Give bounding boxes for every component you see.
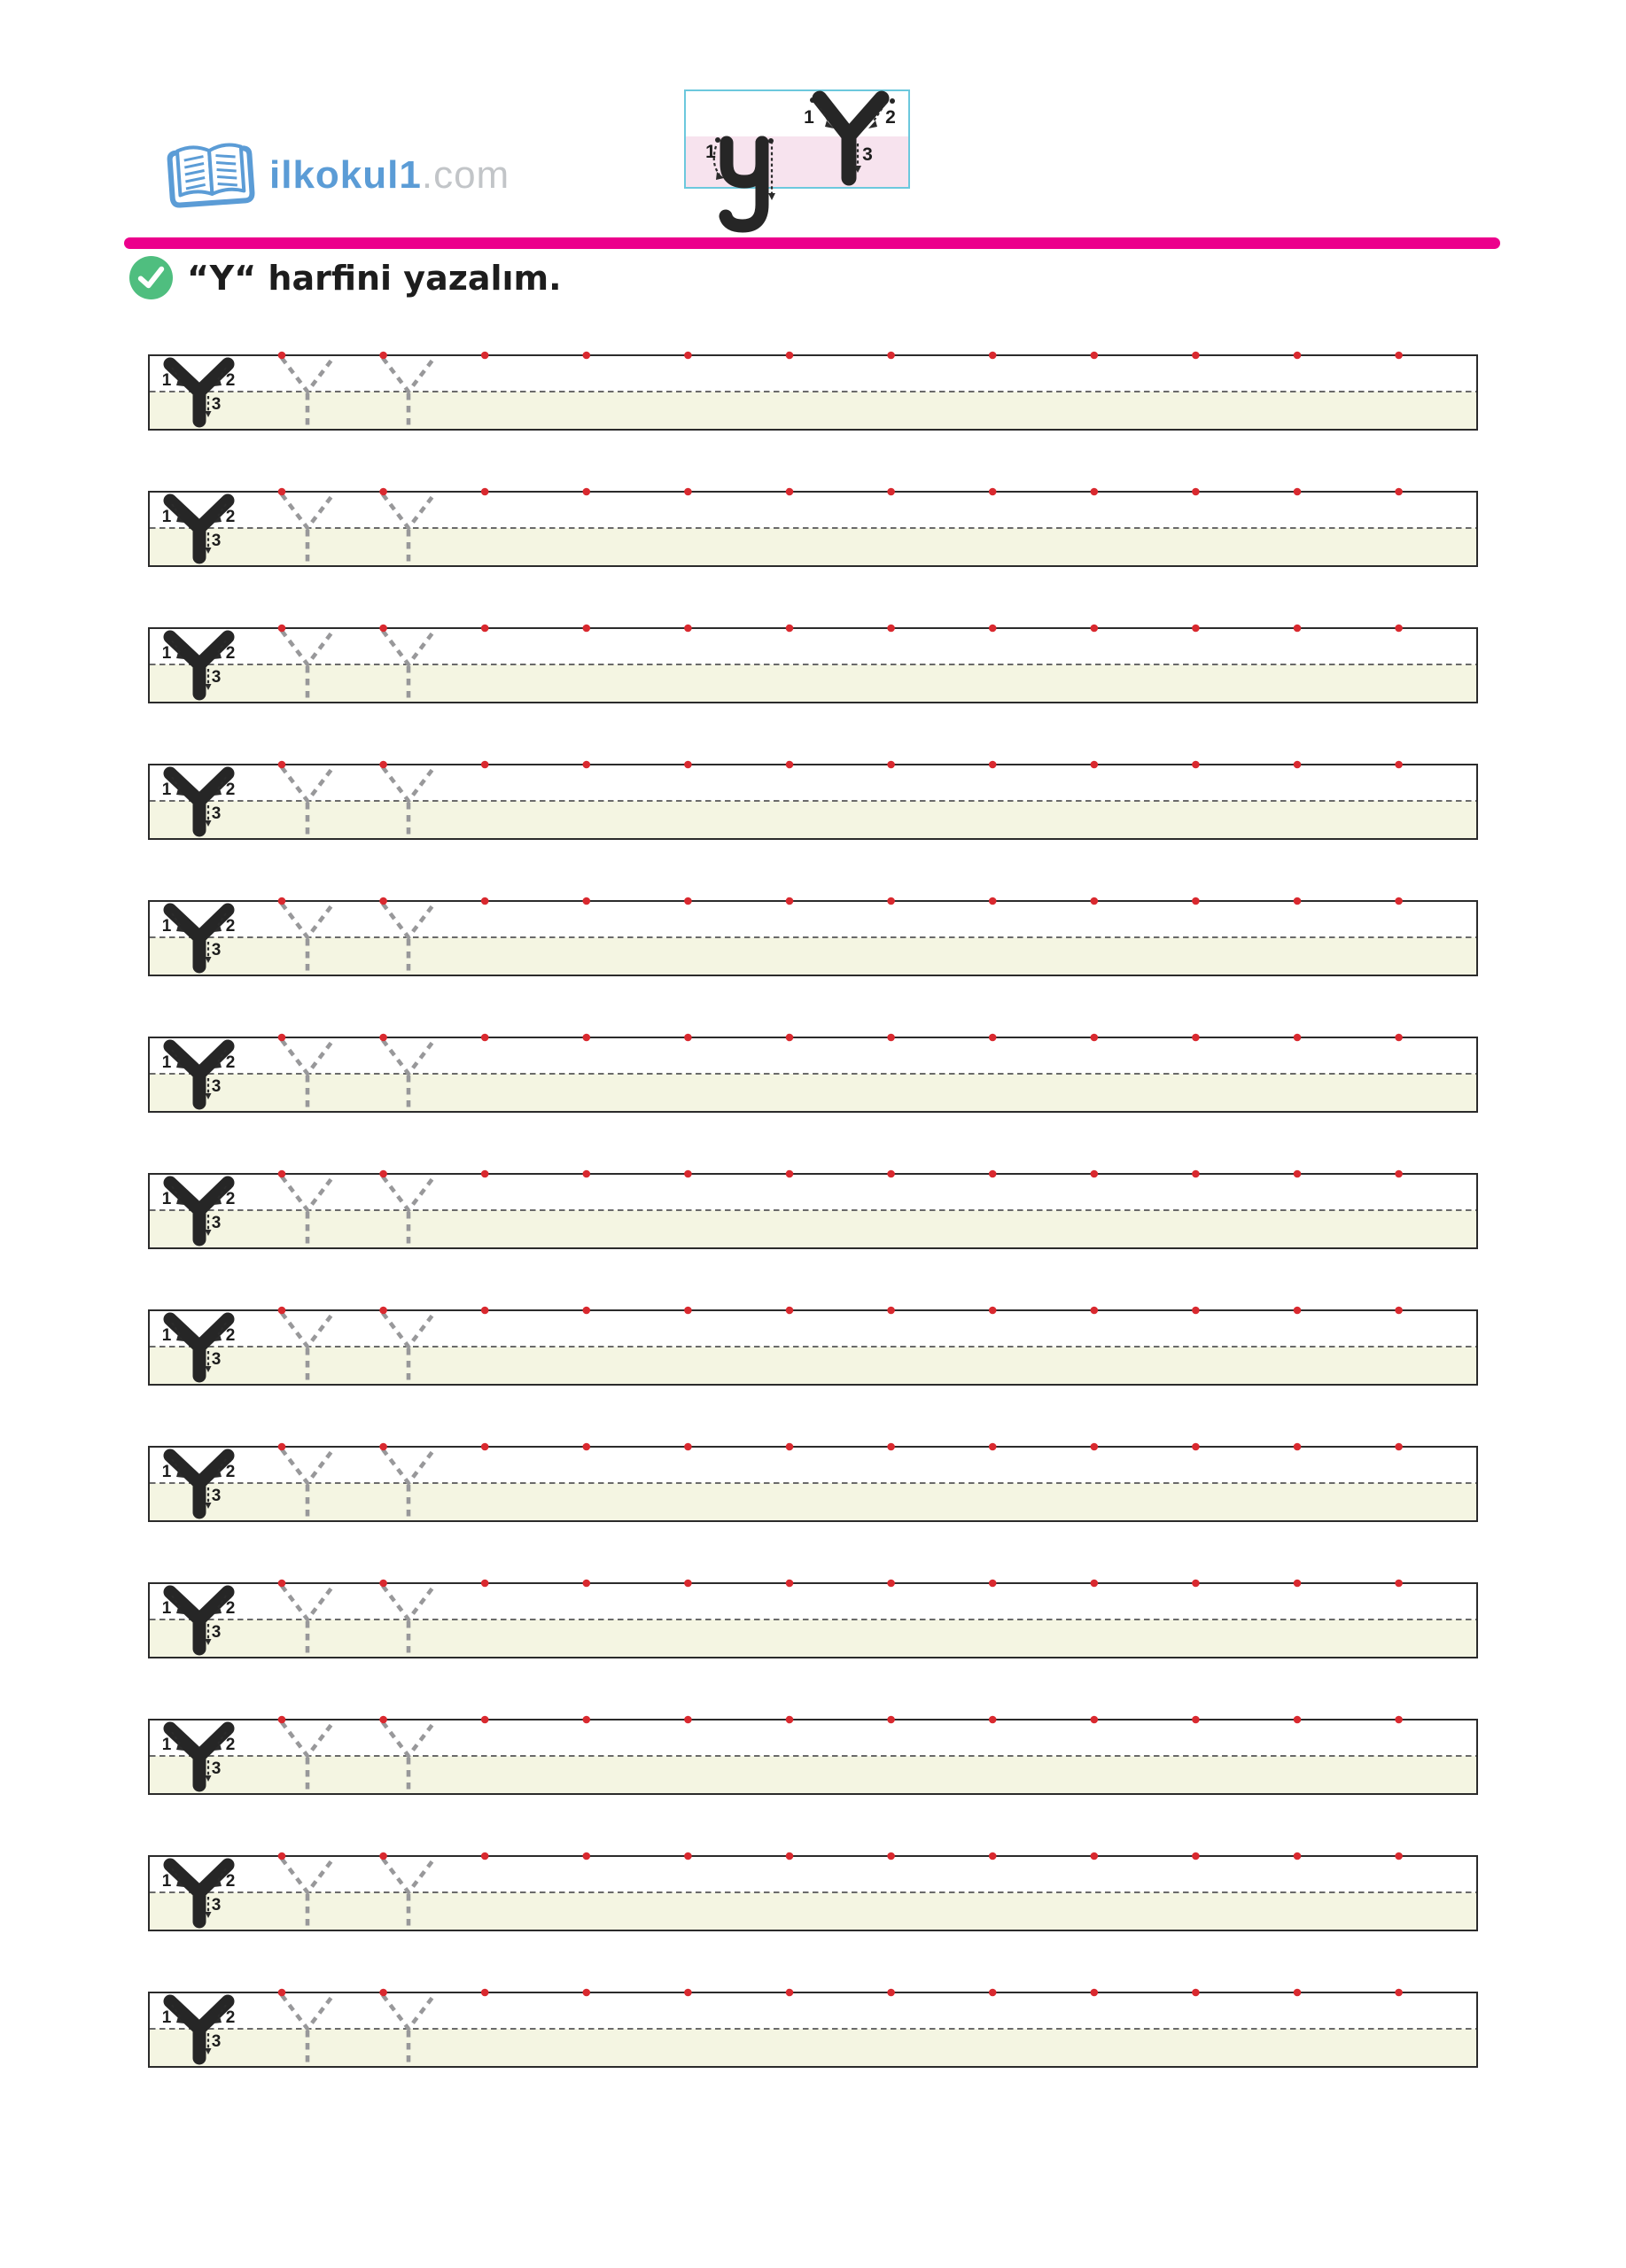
start-dots xyxy=(278,761,1403,769)
start-dot xyxy=(1395,1989,1403,1997)
start-dot xyxy=(481,897,489,905)
start-dot xyxy=(786,761,794,769)
start-dot xyxy=(1192,1170,1200,1178)
start-dot xyxy=(1395,625,1403,633)
start-dot xyxy=(1192,897,1200,905)
trace-letter xyxy=(383,1995,434,2029)
start-dot xyxy=(1091,897,1099,905)
trace-letter xyxy=(282,494,333,528)
start-dot xyxy=(1091,1443,1099,1451)
trace-letter xyxy=(282,1313,333,1347)
start-dot xyxy=(989,897,997,905)
trace-letter xyxy=(282,1040,333,1074)
start-dot xyxy=(1395,1307,1403,1315)
start-dot xyxy=(379,1443,387,1451)
writing-zone xyxy=(150,1619,1476,1657)
stroke-number: 2 xyxy=(225,1190,236,1208)
start-dot xyxy=(278,352,286,360)
stroke-number: 3 xyxy=(211,532,222,550)
start-dot xyxy=(887,1170,895,1178)
start-dot xyxy=(1395,1580,1403,1588)
start-dot xyxy=(684,1989,692,1997)
start-dot xyxy=(1192,1716,1200,1724)
start-dot xyxy=(379,1170,387,1178)
stroke-number: 1 xyxy=(161,1326,172,1345)
start-dot xyxy=(684,761,692,769)
start-dot xyxy=(583,1034,591,1042)
writing-zone xyxy=(150,528,1476,565)
start-dot xyxy=(1192,1307,1200,1315)
start-dot xyxy=(989,1852,997,1860)
start-dot xyxy=(887,761,895,769)
start-dot xyxy=(786,1307,794,1315)
start-dots xyxy=(278,1034,1403,1042)
trace-letter xyxy=(383,1722,434,1756)
start-dot xyxy=(887,1307,895,1315)
start-dot xyxy=(583,761,591,769)
trace-letter xyxy=(383,1177,434,1210)
practice-row-canvas xyxy=(150,629,1476,702)
start-dot xyxy=(583,1716,591,1724)
start-dot xyxy=(1192,1034,1200,1042)
trace-letter xyxy=(282,1449,333,1483)
start-dots xyxy=(278,897,1403,905)
start-dot xyxy=(583,897,591,905)
stroke-number: 2 xyxy=(225,1053,236,1072)
start-dot xyxy=(989,1716,997,1724)
start-dot xyxy=(583,1307,591,1315)
start-dot xyxy=(481,1989,489,1997)
start-dot xyxy=(786,1443,794,1451)
practice-row-canvas xyxy=(150,1175,1476,1247)
stroke-number: 2 xyxy=(225,644,236,663)
start-dot xyxy=(786,1170,794,1178)
start-dot xyxy=(786,1989,794,1997)
stroke-number: 1 xyxy=(161,1872,172,1891)
start-dot xyxy=(278,1580,286,1588)
practice-row-canvas xyxy=(150,1993,1476,2066)
start-dot xyxy=(1395,761,1403,769)
trace-letter xyxy=(282,1995,333,2029)
start-dot xyxy=(379,897,387,905)
stroke-number: 1 xyxy=(161,644,172,663)
stroke-number: 1 xyxy=(161,1599,172,1618)
start-dot xyxy=(583,1989,591,1997)
start-dot xyxy=(481,352,489,360)
start-dot xyxy=(1091,488,1099,496)
uppercase-letter-glyph xyxy=(804,97,896,178)
start-dots xyxy=(278,1307,1403,1315)
stroke-number: 3 xyxy=(211,1350,222,1369)
start-dot xyxy=(1294,761,1302,769)
start-dot xyxy=(989,625,997,633)
divider-bar xyxy=(124,237,1500,249)
start-dots xyxy=(278,1716,1403,1724)
start-dot xyxy=(887,1443,895,1451)
practice-row xyxy=(148,1582,1478,1658)
start-dot xyxy=(786,352,794,360)
start-dot xyxy=(989,1307,997,1315)
stroke-number: 1 xyxy=(161,2008,172,2027)
practice-row-canvas xyxy=(150,902,1476,975)
start-dot xyxy=(1091,352,1099,360)
start-dot xyxy=(786,1034,794,1042)
start-dot xyxy=(278,1716,286,1724)
stroke-number: 2 xyxy=(225,917,236,936)
start-dot xyxy=(1395,1852,1403,1860)
stroke-number: 2 xyxy=(225,371,236,390)
trace-letter xyxy=(383,1313,434,1347)
start-dot xyxy=(278,1307,286,1315)
start-dot xyxy=(278,897,286,905)
start-dot xyxy=(1294,1034,1302,1042)
writing-zone xyxy=(150,392,1476,429)
start-dot xyxy=(481,1307,489,1315)
start-dot xyxy=(684,352,692,360)
start-dots xyxy=(278,1443,1403,1451)
trace-letter xyxy=(282,1586,333,1619)
start-dot xyxy=(786,1852,794,1860)
site-tld: .com xyxy=(421,153,510,197)
trace-letter xyxy=(282,904,333,937)
start-dots xyxy=(278,625,1403,633)
start-dot xyxy=(989,1170,997,1178)
start-dot xyxy=(1294,897,1302,905)
trace-letter xyxy=(383,494,434,528)
start-dot xyxy=(1091,1716,1099,1724)
writing-zone xyxy=(150,1074,1476,1111)
start-dot xyxy=(379,1580,387,1588)
site-logo xyxy=(165,140,510,211)
start-dots xyxy=(278,352,1403,360)
start-dot xyxy=(989,1034,997,1042)
practice-row xyxy=(148,1855,1478,1931)
start-dot xyxy=(481,761,489,769)
start-dot xyxy=(583,1852,591,1860)
trace-letter xyxy=(282,631,333,664)
stroke-number: 3 xyxy=(211,1214,222,1232)
practice-row xyxy=(148,1037,1478,1113)
stroke-number: 3 xyxy=(211,1896,222,1915)
start-dot xyxy=(583,488,591,496)
start-dot xyxy=(1091,1852,1099,1860)
trace-letter xyxy=(383,358,434,392)
start-dot xyxy=(583,1170,591,1178)
writing-zone xyxy=(150,664,1476,702)
stroke-number: 2 xyxy=(225,1736,236,1754)
start-dot xyxy=(887,1716,895,1724)
start-dot xyxy=(379,1716,387,1724)
practice-row xyxy=(148,1173,1478,1249)
start-dot xyxy=(989,1989,997,1997)
start-dot xyxy=(887,1852,895,1860)
start-dot xyxy=(684,1307,692,1315)
start-dot xyxy=(684,1852,692,1860)
start-dot xyxy=(481,1034,489,1042)
trace-letter xyxy=(282,1859,333,1892)
start-dot xyxy=(481,1170,489,1178)
stroke-number: 1 xyxy=(705,142,716,162)
practice-row-canvas xyxy=(150,356,1476,429)
instruction-text: “Y“ harfini yazalım. xyxy=(187,258,562,298)
start-dot xyxy=(1294,352,1302,360)
start-dot xyxy=(1192,352,1200,360)
trace-letter xyxy=(282,1177,333,1210)
start-dot xyxy=(887,488,895,496)
start-dot xyxy=(786,1580,794,1588)
start-dot xyxy=(1192,625,1200,633)
stroke-number: 3 xyxy=(211,941,222,959)
start-dot xyxy=(1294,488,1302,496)
start-dot xyxy=(278,625,286,633)
trace-letter xyxy=(282,1722,333,1756)
start-dot xyxy=(278,1034,286,1042)
practice-row xyxy=(148,491,1478,567)
practice-row-canvas xyxy=(150,493,1476,565)
letter-preview-box xyxy=(684,89,910,189)
start-dot xyxy=(583,1443,591,1451)
start-dot xyxy=(1091,1170,1099,1178)
start-dot xyxy=(887,1989,895,1997)
start-dot xyxy=(887,1580,895,1588)
start-dot xyxy=(1192,1852,1200,1860)
practice-row-canvas xyxy=(150,1038,1476,1111)
start-dot xyxy=(1395,1170,1403,1178)
start-dot xyxy=(989,1443,997,1451)
start-dot xyxy=(887,897,895,905)
start-dot xyxy=(481,625,489,633)
writing-zone xyxy=(150,1483,1476,1520)
stroke-number: 3 xyxy=(211,395,222,414)
start-dot xyxy=(1294,1989,1302,1997)
practice-row xyxy=(148,627,1478,703)
start-dot xyxy=(379,1034,387,1042)
start-dot xyxy=(583,352,591,360)
stroke-number: 1 xyxy=(161,1736,172,1754)
start-dot xyxy=(684,897,692,905)
start-dot xyxy=(1395,352,1403,360)
start-dot xyxy=(278,1443,286,1451)
stroke-number: 3 xyxy=(211,1759,222,1778)
start-dot xyxy=(786,488,794,496)
start-dot xyxy=(684,1170,692,1178)
practice-row xyxy=(148,1309,1478,1386)
start-dot xyxy=(379,352,387,360)
start-dot xyxy=(989,352,997,360)
stroke-number: 3 xyxy=(211,1623,222,1642)
start-dot xyxy=(887,352,895,360)
stroke-number: 2 xyxy=(225,1326,236,1345)
start-dot xyxy=(481,1852,489,1860)
practice-row-canvas xyxy=(150,765,1476,838)
stroke-number: 2 xyxy=(885,107,896,128)
start-dot xyxy=(684,1580,692,1588)
stroke-number: 1 xyxy=(161,1053,172,1072)
writing-zone xyxy=(150,801,1476,838)
start-dot xyxy=(379,761,387,769)
start-dot xyxy=(1294,1716,1302,1724)
start-dot xyxy=(1395,488,1403,496)
start-dot xyxy=(1395,897,1403,905)
stroke-number: 3 xyxy=(211,1077,222,1096)
writing-zone xyxy=(150,937,1476,975)
start-dot xyxy=(1294,1852,1302,1860)
start-dots xyxy=(278,1989,1403,1997)
trace-letter xyxy=(383,1040,434,1074)
start-dot xyxy=(278,1989,286,1997)
start-dot xyxy=(887,1034,895,1042)
start-dot xyxy=(481,1580,489,1588)
start-dot xyxy=(278,488,286,496)
start-dot xyxy=(379,1307,387,1315)
start-dot xyxy=(786,625,794,633)
instruction-line xyxy=(129,256,562,299)
lowercase-letter-glyph xyxy=(705,137,775,226)
start-dots xyxy=(278,1170,1403,1178)
start-dot xyxy=(1091,1034,1099,1042)
start-dot xyxy=(989,488,997,496)
start-dot xyxy=(1192,761,1200,769)
start-dot xyxy=(1294,1307,1302,1315)
start-dot xyxy=(1294,625,1302,633)
practice-row-canvas xyxy=(150,1448,1476,1520)
practice-row-canvas xyxy=(150,1720,1476,1793)
practice-row xyxy=(148,1719,1478,1795)
stroke-number: 3 xyxy=(211,2032,222,2051)
start-dots xyxy=(278,488,1403,496)
start-dot xyxy=(1192,1989,1200,1997)
start-dot xyxy=(379,1852,387,1860)
trace-letter xyxy=(383,1449,434,1483)
start-dot xyxy=(989,1580,997,1588)
trace-letter xyxy=(383,1586,434,1619)
practice-row xyxy=(148,900,1478,976)
stroke-number: 1 xyxy=(161,1190,172,1208)
writing-zone xyxy=(150,1347,1476,1384)
start-dot xyxy=(481,1716,489,1724)
stroke-number: 3 xyxy=(211,804,222,823)
start-dot xyxy=(1294,1443,1302,1451)
start-dot xyxy=(481,1443,489,1451)
practice-row-canvas xyxy=(150,1857,1476,1930)
start-dot xyxy=(1192,1580,1200,1588)
practice-row xyxy=(148,1992,1478,2068)
trace-letter xyxy=(383,631,434,664)
logo-text xyxy=(269,153,510,198)
start-dot xyxy=(684,1034,692,1042)
start-dot xyxy=(1294,1170,1302,1178)
practice-row xyxy=(148,764,1478,840)
start-dot xyxy=(379,1989,387,1997)
practice-row xyxy=(148,354,1478,431)
start-dot xyxy=(1192,488,1200,496)
start-dot xyxy=(278,1170,286,1178)
practice-row-canvas xyxy=(150,1584,1476,1657)
stroke-number: 3 xyxy=(211,668,222,687)
start-dot xyxy=(989,761,997,769)
stroke-number: 1 xyxy=(804,107,814,128)
stroke-number: 2 xyxy=(225,1599,236,1618)
practice-rows xyxy=(148,354,1478,2128)
start-dot xyxy=(1091,1307,1099,1315)
start-dot xyxy=(379,625,387,633)
trace-letter xyxy=(383,767,434,801)
trace-letter xyxy=(383,904,434,937)
stroke-number: 2 xyxy=(225,1872,236,1891)
start-dot xyxy=(278,761,286,769)
practice-row-canvas xyxy=(150,1311,1476,1384)
start-dot xyxy=(1395,1034,1403,1042)
stroke-number: 2 xyxy=(225,1463,236,1481)
start-dot xyxy=(583,625,591,633)
site-name: ilkokul1 xyxy=(269,153,422,197)
stroke-number: 2 xyxy=(225,508,236,526)
start-dot xyxy=(1294,1580,1302,1588)
start-dot xyxy=(684,625,692,633)
stroke-number: 2 xyxy=(225,781,236,799)
writing-zone xyxy=(150,1210,1476,1247)
start-dot xyxy=(1395,1716,1403,1724)
stroke-number: 3 xyxy=(211,1487,222,1505)
start-dot xyxy=(1091,1580,1099,1588)
trace-letter xyxy=(282,767,333,801)
stroke-number: 1 xyxy=(161,371,172,390)
writing-zone xyxy=(150,1892,1476,1930)
start-dot xyxy=(379,488,387,496)
stroke-number: 1 xyxy=(161,917,172,936)
start-dot xyxy=(786,897,794,905)
start-dot xyxy=(1091,625,1099,633)
start-dots xyxy=(278,1580,1403,1588)
writing-zone xyxy=(150,2029,1476,2066)
stroke-number: 1 xyxy=(161,781,172,799)
book-icon xyxy=(165,140,257,211)
start-dot xyxy=(684,488,692,496)
start-dots xyxy=(278,1852,1403,1860)
start-dot xyxy=(481,488,489,496)
stroke-number: 1 xyxy=(161,508,172,526)
practice-row xyxy=(148,1446,1478,1522)
start-dot xyxy=(1091,1989,1099,1997)
letter-preview-strokes xyxy=(684,89,910,245)
start-dot xyxy=(1395,1443,1403,1451)
stroke-number: 3 xyxy=(862,144,873,165)
start-dot xyxy=(583,1580,591,1588)
trace-letter xyxy=(383,1859,434,1892)
start-dot xyxy=(684,1716,692,1724)
start-dot xyxy=(1091,761,1099,769)
check-circle-icon xyxy=(129,256,173,299)
start-dot xyxy=(684,1443,692,1451)
stroke-number: 1 xyxy=(161,1463,172,1481)
writing-zone xyxy=(150,1756,1476,1793)
start-dot xyxy=(1192,1443,1200,1451)
trace-letter xyxy=(282,358,333,392)
start-dot xyxy=(887,625,895,633)
start-dot xyxy=(278,1852,286,1860)
stroke-number: 2 xyxy=(225,2008,236,2027)
start-dot xyxy=(786,1716,794,1724)
